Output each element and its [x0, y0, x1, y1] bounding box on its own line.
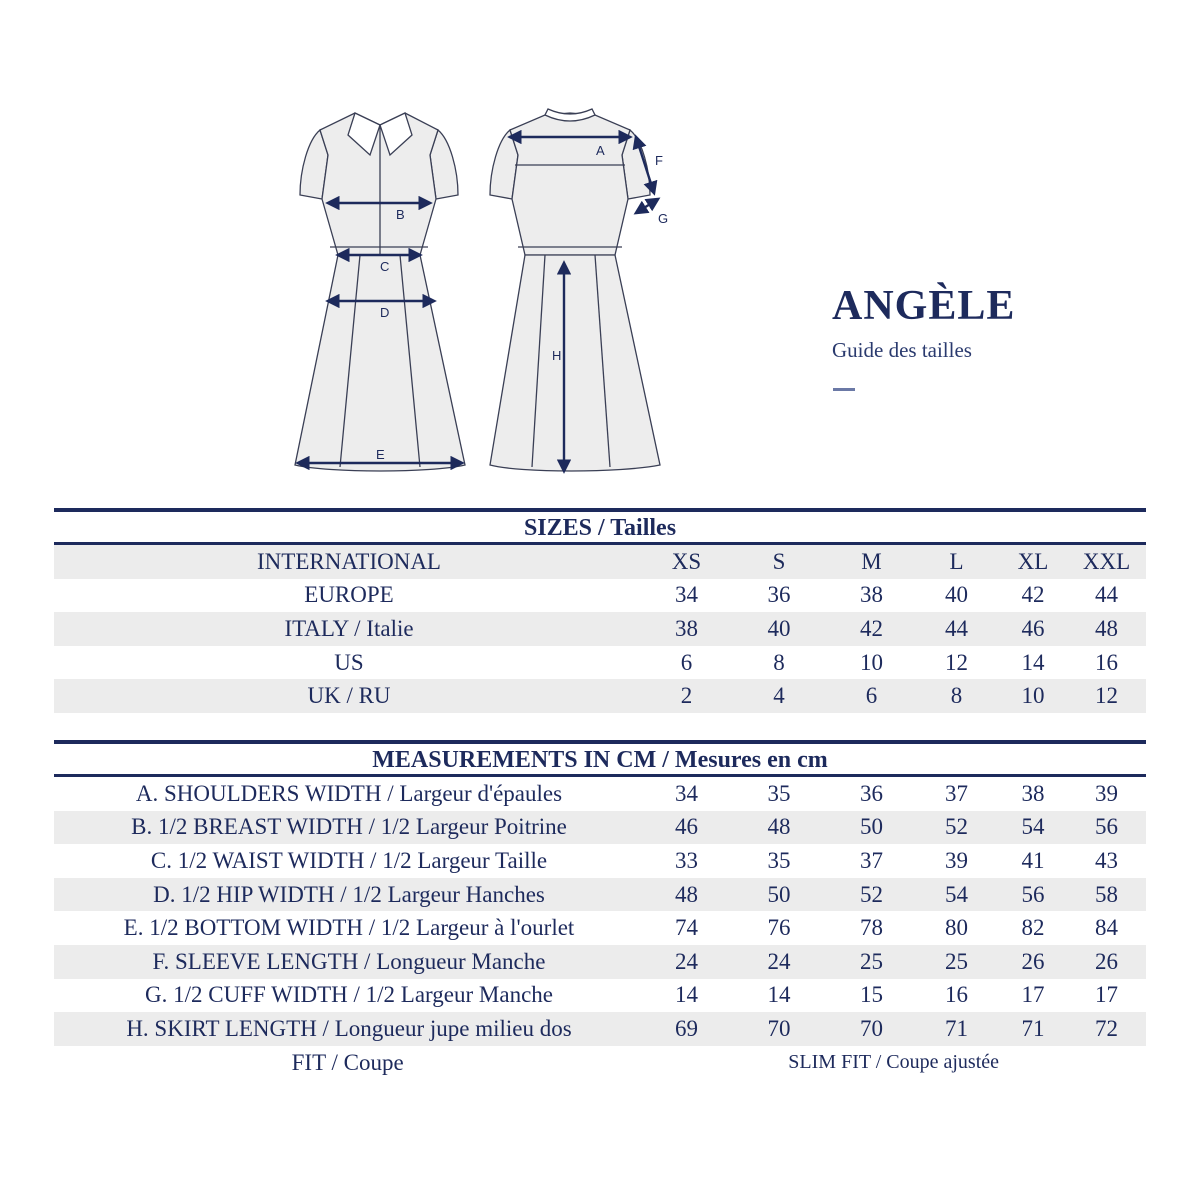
table-cell: 36	[767, 582, 791, 608]
table-cell: 4	[773, 683, 785, 709]
table-row	[54, 545, 1146, 579]
table-cell: 39	[945, 847, 968, 873]
table-cell: XS	[671, 548, 702, 574]
table-row	[54, 1012, 1146, 1046]
table-cell: 17	[1021, 982, 1045, 1008]
title-dash-divider	[833, 388, 855, 391]
table-row	[54, 945, 1146, 979]
row-label: INTERNATIONAL	[257, 548, 441, 574]
row-label: B. 1/2 BREAST WIDTH / 1/2 Largeur Poitrine	[131, 814, 567, 840]
label-c: C	[380, 259, 390, 274]
table-cell: 48	[767, 814, 791, 840]
table-cell: 46	[675, 814, 698, 840]
table-row	[54, 579, 1146, 613]
table-cell: 71	[1021, 1015, 1045, 1041]
sizes-rows	[54, 545, 1146, 713]
fit-label: FIT / Coupe	[291, 1049, 404, 1075]
fit-row	[54, 1046, 1146, 1080]
table-row	[54, 777, 1146, 811]
table-cell: 78	[860, 915, 883, 941]
table-cell: 84	[1095, 915, 1118, 941]
dress-front-view	[295, 113, 465, 471]
row-label: A. SHOULDERS WIDTH / Largeur d'épaules	[135, 780, 563, 806]
table-cell: 12	[945, 649, 968, 675]
fit-value: SLIM FIT / Coupe ajustée	[788, 1051, 1000, 1074]
table-cell: 14	[1021, 649, 1045, 675]
table-cell: 74	[675, 915, 698, 941]
table-cell: 2	[680, 683, 693, 709]
measurements-title: MEASUREMENTS IN CM / Mesures en cm	[372, 747, 828, 773]
table-cell: 14	[767, 982, 791, 1008]
table-cell: 69	[675, 1015, 698, 1041]
table-cell: 42	[860, 615, 883, 641]
table-cell: L	[949, 548, 964, 574]
row-label: E. 1/2 BOTTOM WIDTH / 1/2 Largeur à l'ourlet	[123, 915, 575, 941]
table-row	[54, 878, 1146, 912]
dress-illustration	[270, 95, 690, 495]
table-cell: 10	[1021, 683, 1045, 709]
table-cell: 24	[767, 948, 791, 974]
product-title: ANGÈLE	[832, 283, 1016, 329]
table-cell: 36	[860, 780, 883, 806]
measurements-table	[54, 740, 1146, 1079]
table-cell: 70	[767, 1015, 791, 1041]
table-cell: 25	[945, 948, 968, 974]
measurements-rows	[54, 777, 1146, 1046]
table-cell: 43	[1095, 847, 1118, 873]
table-cell: M	[861, 548, 882, 574]
table-cell: 35	[767, 780, 791, 806]
label-e: E	[376, 447, 385, 462]
table-cell: 14	[675, 982, 698, 1008]
table-cell: 72	[1095, 1015, 1118, 1041]
table-cell: 56	[1021, 881, 1045, 907]
table-row	[54, 911, 1146, 945]
sizes-title: SIZES / Tailles	[523, 515, 677, 541]
table-cell: 58	[1095, 881, 1118, 907]
table-cell: 12	[1095, 683, 1118, 709]
label-a: A	[596, 143, 605, 158]
table-cell: 6	[865, 683, 878, 709]
table-cell: 8	[950, 683, 963, 709]
table-cell: 8	[773, 649, 785, 675]
table-cell: 50	[860, 814, 883, 840]
label-b: B	[396, 207, 405, 222]
table-row	[54, 844, 1146, 878]
row-label: D. 1/2 HIP WIDTH / 1/2 Largeur Hanches	[153, 881, 545, 907]
label-g: G	[658, 211, 669, 226]
row-label: EUROPE	[304, 582, 394, 608]
row-label: H. SKIRT LENGTH / Longueur jupe milieu dos	[126, 1015, 572, 1041]
table-cell: 24	[675, 948, 698, 974]
table-cell: 71	[945, 1015, 968, 1041]
table-row	[54, 979, 1146, 1013]
table-cell: 17	[1095, 982, 1118, 1008]
table-cell: 33	[675, 847, 698, 873]
table-cell: 38	[860, 582, 883, 608]
table-cell: 26	[1021, 948, 1045, 974]
table-cell: 44	[1095, 582, 1118, 608]
table-cell: 40	[767, 615, 791, 641]
table-cell: 16	[1095, 649, 1118, 675]
row-label: G. 1/2 CUFF WIDTH / 1/2 Largeur Manche	[145, 982, 553, 1008]
row-label: ITALY / Italie	[284, 615, 414, 641]
table-cell: 56	[1095, 814, 1118, 840]
table-row	[54, 811, 1146, 845]
table-cell: 15	[860, 982, 883, 1008]
table-cell: 54	[1021, 814, 1045, 840]
table-cell: 82	[1021, 915, 1045, 941]
table-cell: 76	[767, 915, 791, 941]
table-cell: 37	[860, 847, 883, 873]
table-cell: 39	[1095, 780, 1118, 806]
table-cell: 46	[1021, 615, 1045, 641]
table-cell: 70	[860, 1015, 883, 1041]
table-cell: XXL	[1082, 548, 1131, 574]
table-cell: 26	[1095, 948, 1118, 974]
table-cell: 34	[675, 582, 698, 608]
table-cell: 25	[860, 948, 883, 974]
table-cell: 6	[680, 649, 693, 675]
table-cell: 52	[945, 814, 968, 840]
table-cell: 35	[767, 847, 791, 873]
table-cell: 54	[945, 881, 968, 907]
row-label: F. SLEEVE LENGTH / Longueur Manche	[152, 948, 546, 974]
table-row	[54, 679, 1146, 713]
table-cell: XL	[1017, 548, 1049, 574]
row-label: US	[334, 649, 364, 675]
brand-block	[832, 282, 1015, 391]
label-h: H	[552, 348, 562, 363]
table-cell: 52	[860, 881, 883, 907]
table-cell: S	[772, 548, 786, 574]
row-label: UK / RU	[307, 683, 391, 709]
table-cell: 38	[1021, 780, 1045, 806]
table-cell: 38	[675, 615, 698, 641]
label-f: F	[655, 153, 663, 168]
table-cell: 41	[1021, 847, 1045, 873]
table-cell: 42	[1021, 582, 1045, 608]
table-cell: 10	[860, 649, 883, 675]
label-d: D	[380, 305, 390, 320]
dress-back-view	[490, 109, 660, 471]
table-row	[54, 646, 1146, 680]
table-cell: 44	[945, 615, 968, 641]
sizes-table	[54, 508, 1146, 713]
table-cell: 80	[945, 915, 968, 941]
product-subtitle: Guide des tailles	[832, 338, 972, 362]
table-cell: 40	[945, 582, 968, 608]
table-cell: 16	[945, 982, 968, 1008]
table-cell: 48	[675, 881, 698, 907]
table-row	[54, 612, 1146, 646]
table-cell: 50	[767, 881, 791, 907]
table-cell: 34	[675, 780, 698, 806]
table-cell: 37	[945, 780, 968, 806]
table-cell: 48	[1095, 615, 1118, 641]
row-label: C. 1/2 WAIST WIDTH / 1/2 Largeur Taille	[150, 847, 548, 873]
